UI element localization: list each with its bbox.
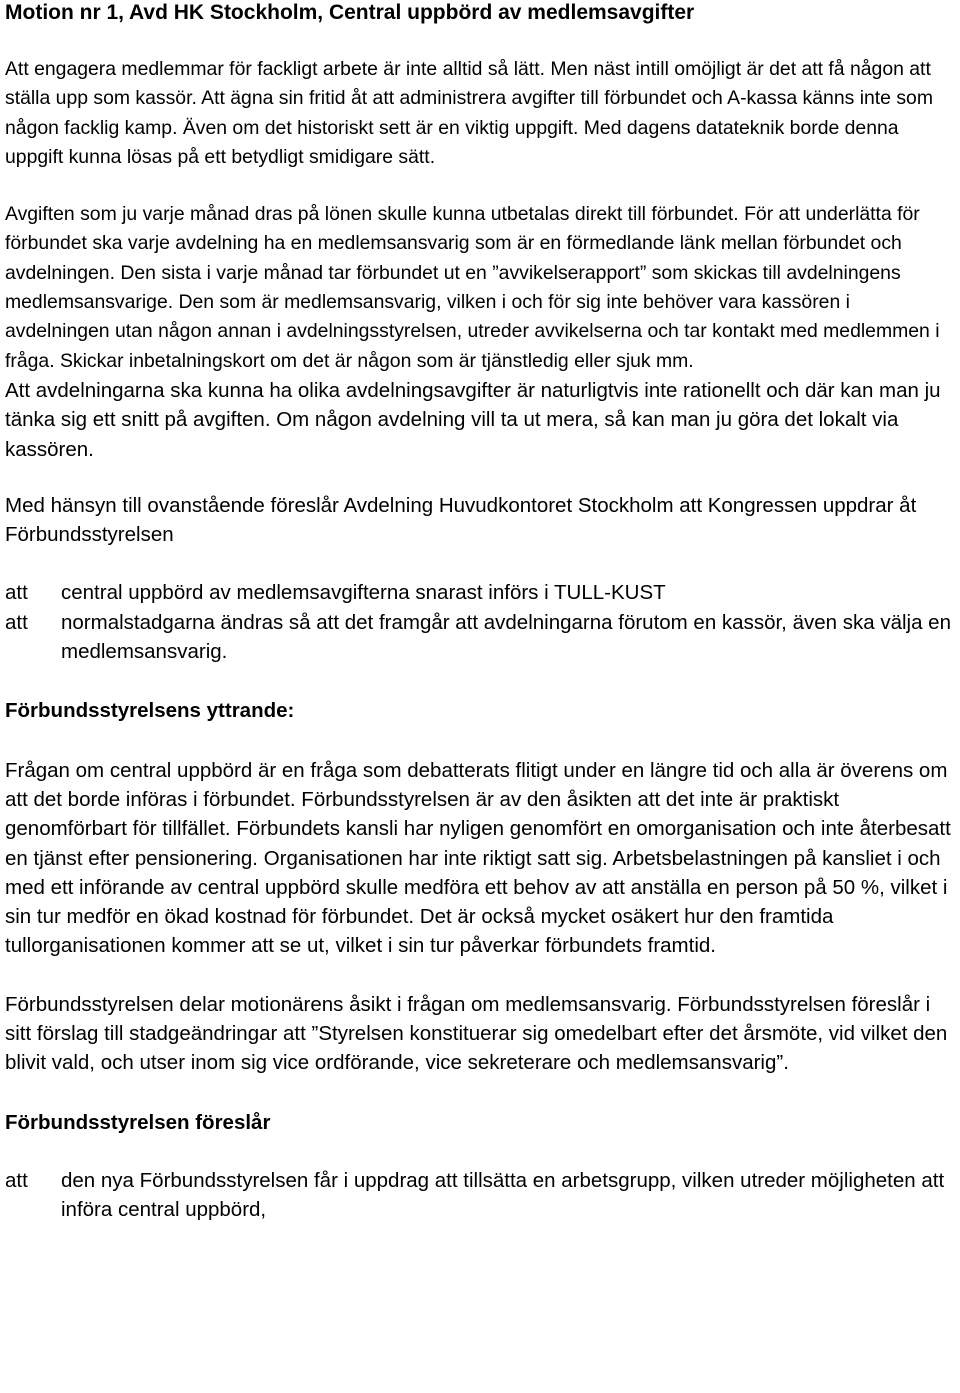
motion-paragraph-2: Avgiften som ju varje månad dras på lönen skulle kunna utbetalas direkt till förbundet. För att underlätta för förbundet ska varje avdelning ha en medlemsansvarig som är en förmedlande länk mellan förbundet och avdelningen. Den sista i varje månad tar förbundet ut en ”avvikelserapport” som skickas till avdelningens medlemsansvarige. Den som är medlemsansvarig, vilken i och för sig inte behöver vara kassören i avdelningen utan någon annan i avdelningsstyrelsen, utreder avvikelserna och tar kontakt med medlemmen i fråga. Skickar inbetalningskort om det är någon som är tjänstledig eller sjuk mm. bbox=[5, 203, 940, 372]
proposal-marker: att bbox=[5, 610, 28, 634]
board-proposal-marker: att bbox=[5, 1168, 28, 1192]
section-heading-statement: Förbundsstyrelsens yttrande: bbox=[5, 699, 295, 723]
proposal-list bbox=[5, 578, 955, 666]
proposal-text: central uppbörd av medlemsavgifterna snarast införs i TULL-KUST bbox=[61, 581, 666, 605]
board-proposal-list bbox=[5, 1166, 955, 1225]
proposal-marker: att bbox=[5, 581, 28, 605]
document-title: Motion nr 1, Avd HK Stockholm, Central uppbörd av medlemsavgifter bbox=[5, 1, 695, 24]
motion-paragraph-1: Att engagera medlemmar för fackligt arbete är inte alltid så lätt. Men näst intill omöjligt är det att få någon att ställa upp som kassör. Att ägna sin fritid åt att administrera avgifter till förbundet och A-kassa känns inte som någon facklig kamp. Även om det historiskt sett är en viktig uppgift. Med dagens datateknik borde denna uppgift kunna lösas på ett betydligt smidigare sätt. bbox=[5, 58, 933, 168]
statement-paragraph-2: Förbundsstyrelsen delar motionärens åsikt i frågan om medlemsansvarig. Förbundsstyrelsen föreslår i sitt förslag till stadgeändringar att ”Styrelsen konstituerar sig omedelbart efter det årsmöte, vid vilket den blivit vald, och utser inom sig vice ordförande, vice sekreterare och medlemsansvarig”. bbox=[5, 992, 948, 1075]
document-page bbox=[5, 0, 955, 1225]
proposal-item bbox=[5, 578, 955, 607]
proposal-item bbox=[5, 608, 955, 667]
motion-paragraph-4: Med hänsyn till ovanstående föreslår Avdelning Huvudkontoret Stockholm att Kongressen uppdrar åt Förbundsstyrelsen bbox=[5, 493, 917, 547]
board-proposal-item bbox=[5, 1166, 955, 1225]
proposal-text: normalstadgarna ändras så att det framgår att avdelningarna förutom en kassör, även ska välja en medlemsansvarig. bbox=[61, 610, 951, 664]
statement-paragraph-1: Frågan om central uppbörd är en fråga som debatterats flitigt under en längre tid och alla är överens om att det borde införas i förbundet. Förbundsstyrelsen är av den åsikten att det inte är praktiskt genomförbart för tillfället. Förbundets kansli har nyligen genomfört en omorganisation och inte återbesatt en tjänst efter pensionering. Organisationen har inte riktigt satt sig. Arbetsbelastningen på kansliet i och med ett införande av central uppbörd skulle medföra ett behov av att anställa en person på 50 %, vilket i sin tur medför en ökad kostnad för förbundet. Det är också mycket osäkert hur den framtida tullorganisationen kommer att se ut, vilket i sin tur påverkar förbundets framtid. bbox=[5, 758, 951, 958]
motion-paragraph-3: Att avdelningarna ska kunna ha olika avdelningsavgifter är naturligtvis inte rationellt och där kan man ju tänka sig ett snitt på avgiften. Om någon avdelning vill ta ut mera, så kan man ju göra det lokalt via kassören. bbox=[5, 378, 941, 461]
board-proposal-text: den nya Förbundsstyrelsen får i uppdrag att tillsätta en arbetsgrupp, vilken utreder möjligheten att införa central uppbörd, bbox=[61, 1168, 945, 1222]
section-heading-proposal: Förbundsstyrelsen föreslår bbox=[5, 1110, 271, 1134]
